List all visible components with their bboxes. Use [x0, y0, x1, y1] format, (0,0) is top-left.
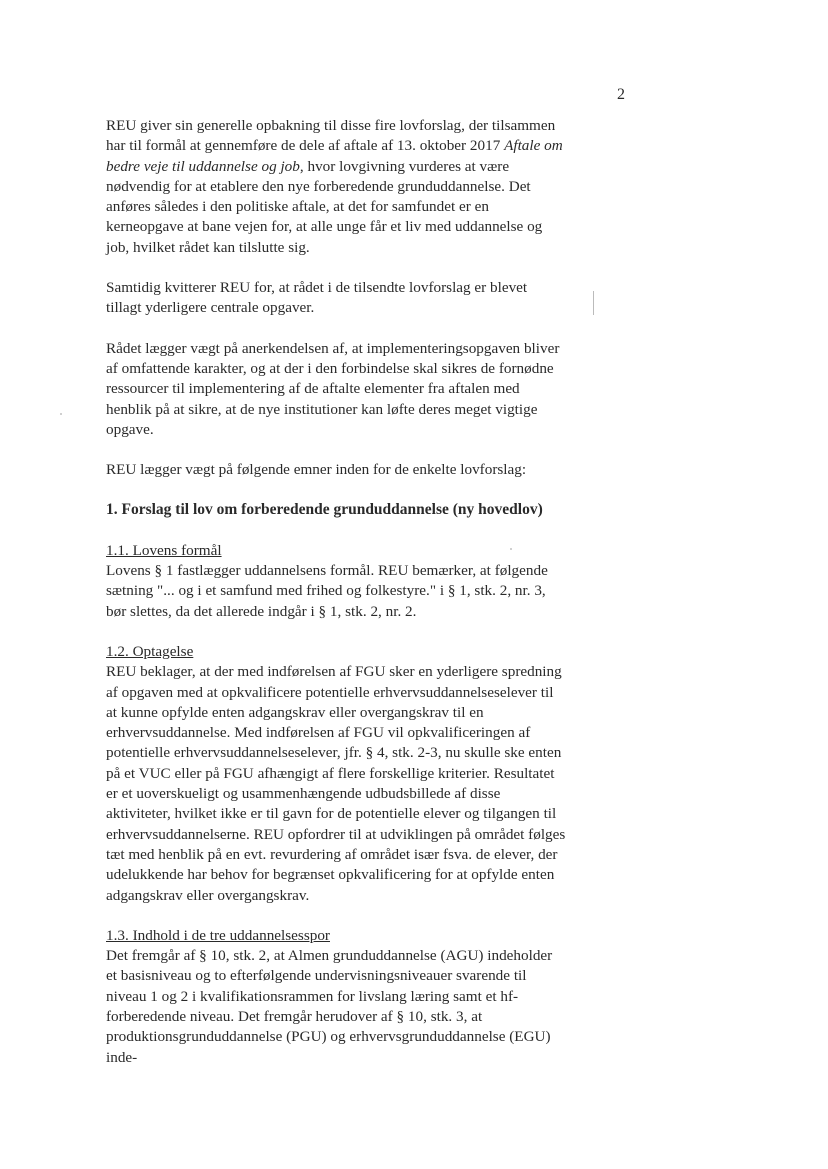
paragraph-acknowledgement: Samtidig kvitterer REU for, at rådet i de tilsendte lovforslag er blevet tillagt yderligere centrale opgaver.	[106, 279, 528, 317]
scan-artifact-dot	[60, 413, 62, 415]
paragraph-support-text: REU giver sin generelle opbakning til disse fire lovforslag, der tilsammen har til formål at gennemføre de dele af aftale af 13. oktober 2017	[106, 117, 556, 155]
paragraph-implementation: Rådet lægger vægt på anerkendelsen af, at implementeringsopgaven bliver af omfattende karakter, og at der i den forbindelse skal sikres de fornødne ressourcer til implementering af de aftalte elementer fra aftalen med henblik på at sikre, at de nye institutioner kan løfte deres meget vigtige opgave.	[106, 339, 560, 438]
page-number: 2	[617, 86, 625, 103]
subsection-title-1-3: 1.3. Indhold i de tre uddannelsesspor	[106, 926, 330, 944]
section-heading-1: 1. Forslag til lov om forberedende grunduddannelse (ny hovedlov)	[106, 501, 543, 519]
subsection-text-1-1: Lovens § 1 fastlægger uddannelsens formål. REU bemærker, at følgende sætning "... og i et samfund med frihed og folkestyre." i § 1, stk. 2, nr. 3, bør slettes, da det allerede indgår i § 1, stk. 2, nr. 2.	[106, 562, 548, 620]
paragraph-emphasis: REU lægger vægt på følgende emner inden for de enkelte lovforslag:	[106, 461, 527, 479]
document-body	[106, 116, 566, 1068]
paragraph-support-text-cont: , hvor lovgivning vurderes at være nødvendig for at etablere den nye forberedende grunduddannelse. Det anføres således i den politiske aftale, at det for samfundet er en kerneopgave at bane vejen for, at alle unge får et liv med uddannelse og job, hvilket rådet kan tilslutte sig.	[106, 157, 543, 256]
subsection-title-1-1: 1.1. Lovens formål	[106, 541, 222, 559]
scan-artifact-line	[593, 291, 594, 315]
subsection-title-1-2: 1.2. Optagelse	[106, 642, 194, 660]
agreement-title: Aftale om bedre veje til uddannelse og job	[106, 137, 563, 175]
subsection-text-1-3: Det fremgår af § 10, stk. 2, at Almen grunduddannelse (AGU) indeholder et basisniveau og to efterfølgende undervisningsniveauer svarende til niveau 1 og 2 i kvalifikationsrammen for livslang læring samt et hf-forberedende niveau. Det fremgår herudover af § 10, stk. 3, at produktionsgrunduddannelse (PGU) og erhvervsgrunduddannelse (EGU) inde-	[106, 947, 553, 1066]
subsection-text-1-2: REU beklager, at der med indførelsen af FGU sker en yderligere spredning af opgaven med at opkvalificere potentielle erhvervsuddannelseselever til at kunne opfylde enten adgangskrav eller overgangskrav til en erhvervsuddannelse. Med indførelsen af FGU vil opkvalificeringen af potentielle erhvervsuddannelseselever, jfr. § 4, stk. 2-3, nu skulle ske enten på et VUC eller på FGU afhængigt af flere forskellige kriterier. Resultatet er et uoverskueligt og usammenhængende udbudsbillede af disse aktiviteter, hvilket ikke er til gavn for de potentielle elever og tilgangen til erhvervsuddannelserne. REU opfordrer til at udviklingen på området følges tæt med henblik på en evt. revurdering af området især fsva. de elever, der udelukkende har behov for begrænset opkvalificering for at opfylde enten adgangskrav eller overgangskrav.	[106, 663, 566, 904]
paragraph-support	[106, 116, 566, 258]
